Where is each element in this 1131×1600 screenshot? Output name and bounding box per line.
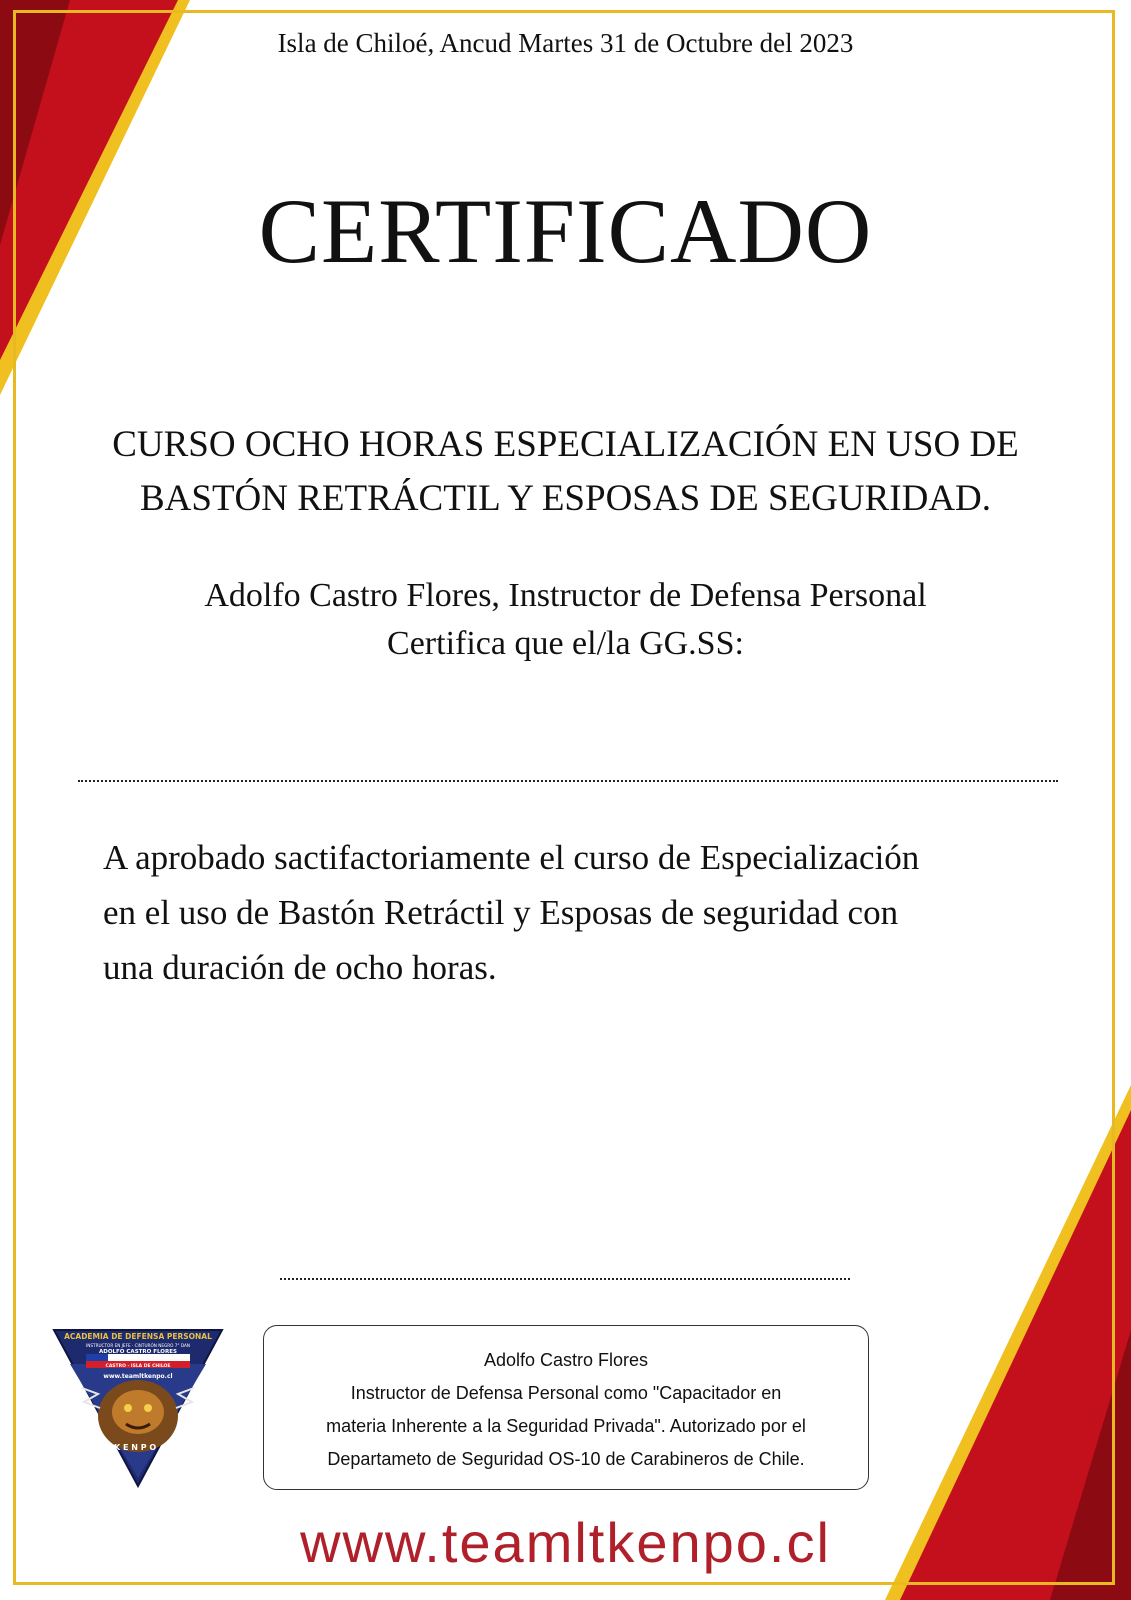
signature-line bbox=[280, 1278, 850, 1280]
course-title-line-1: CURSO OCHO HORAS ESPECIALIZACIÓN EN USO DE bbox=[112, 424, 1019, 465]
course-title-line-2: BASTÓN RETRÁCTIL Y ESPOSAS DE SEGURIDAD. bbox=[139, 478, 992, 519]
signer-credentials-line-2: materia Inherente a la Seguridad Privada". Autorizado por el bbox=[326, 1416, 806, 1436]
certificate-title: CERTIFICADO bbox=[258, 180, 873, 282]
svg-text:INSTRUCTOR EN JEFE · CINTURÓN: INSTRUCTOR EN JEFE · CINTURÓN NEGRO 7° DAN bbox=[86, 1343, 190, 1348]
svg-text:www.teamltkenpo.cl: www.teamltkenpo.cl bbox=[103, 1373, 173, 1380]
issuer-line-1: Adolfo Castro Flores, Instructor de Defensa Personal bbox=[204, 577, 927, 614]
academy-logo bbox=[52, 1328, 224, 1488]
svg-text:K E N P O: K E N P O bbox=[114, 1443, 157, 1452]
approval-line-2: en el uso de Bastón Retráctil y Esposas de seguridad con bbox=[103, 893, 899, 932]
signature-box bbox=[263, 1325, 869, 1490]
signer-name: Adolfo Castro Flores bbox=[483, 1350, 649, 1370]
issuer-statement bbox=[20, 572, 1111, 668]
svg-text:ACADEMIA DE DEFENSA PERSONAL: ACADEMIA DE DEFENSA PERSONAL bbox=[64, 1332, 212, 1341]
approval-line-3: una duración de ocho horas. bbox=[103, 948, 497, 987]
svg-text:CASTRO - ISLA DE CHILOE: CASTRO - ISLA DE CHILOE bbox=[105, 1364, 171, 1369]
recipient-name-line bbox=[78, 780, 1058, 782]
place-and-date: Isla de Chiloé, Ancud Martes 31 de Octubre del 2023 bbox=[277, 28, 854, 58]
issuer-line-2: Certifica que el/la GG.SS: bbox=[387, 625, 744, 662]
course-title bbox=[20, 418, 1111, 526]
svg-text:ADOLFO CASTRO FLORES: ADOLFO CASTRO FLORES bbox=[99, 1349, 177, 1355]
signer-credentials-line-3: Departameto de Seguridad OS-10 de Carabineros de Chile. bbox=[327, 1449, 805, 1469]
signer-credentials-line-1: Instructor de Defensa Personal como "Capacitador en bbox=[350, 1383, 782, 1403]
website-url: www.teamltkenpo.cl bbox=[300, 1511, 831, 1574]
approval-line-1: A aprobado sactifactoriamente el curso de Especialización bbox=[103, 838, 920, 877]
approval-text bbox=[103, 830, 1063, 995]
